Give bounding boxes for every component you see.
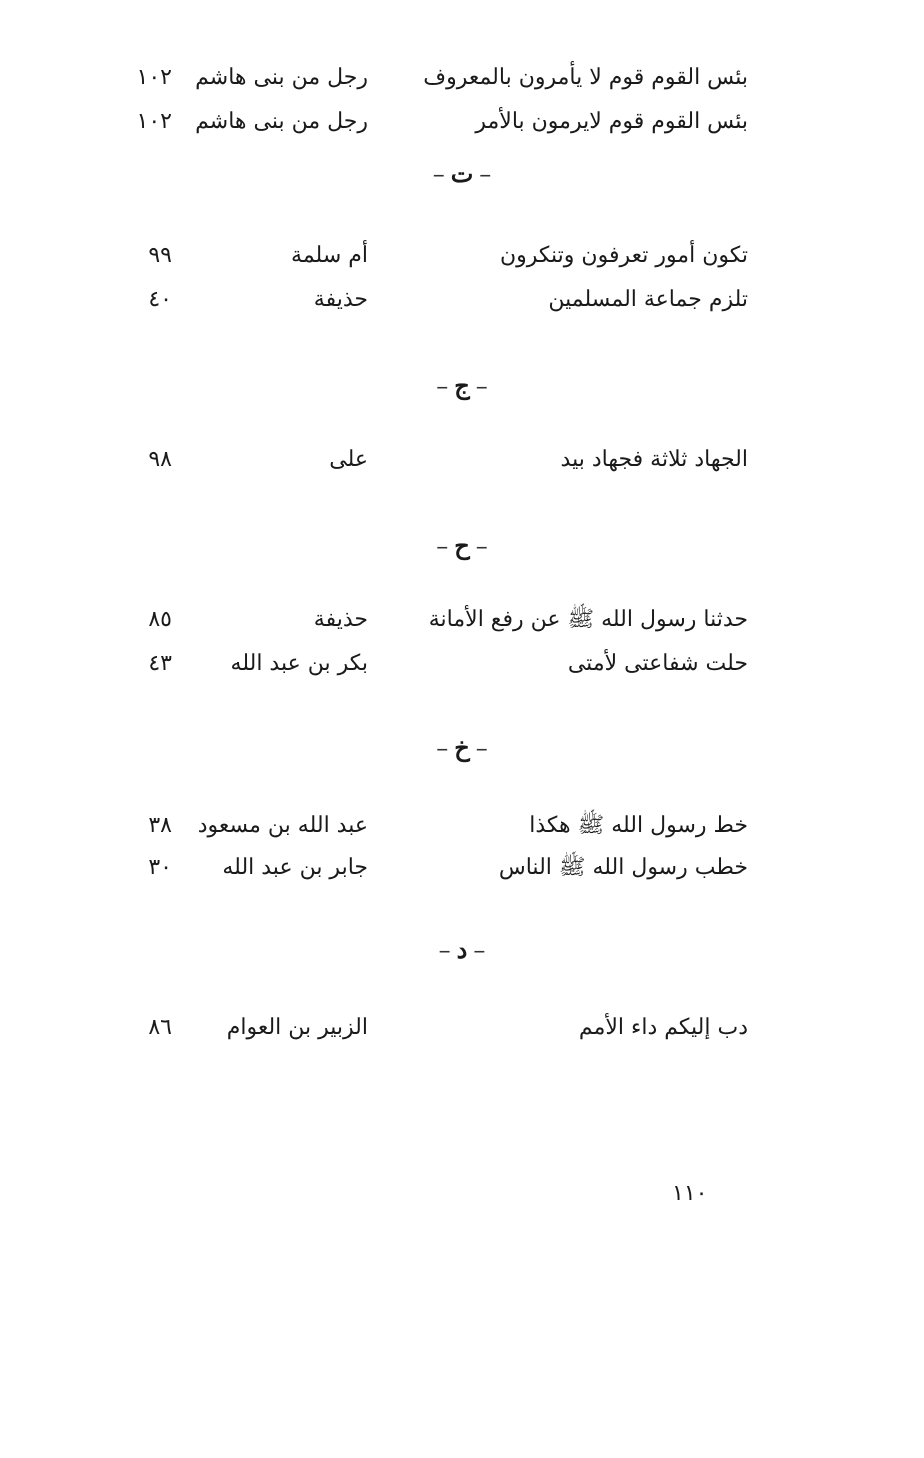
heading-dash: – (436, 734, 449, 762)
section-heading (362, 366, 562, 406)
heading-dash: – (436, 372, 449, 400)
narrator: أم سلمة (291, 243, 368, 268)
page-ref: ٤٠ (148, 287, 172, 312)
hadith-text: حدثنا رسول الله ﷺ عن رفع الأمانة (428, 607, 748, 632)
heading-letter: ح (454, 531, 470, 560)
index-row (0, 848, 924, 888)
heading-letter: خ (454, 733, 470, 762)
narrator: رجل من بنى هاشم (195, 109, 368, 134)
narrator: حذيفة (313, 607, 368, 632)
hadith-text: خط رسول الله ﷺ هكذا (529, 813, 748, 838)
index-row (0, 58, 924, 98)
hadith-text: بئس القوم قوم لايرمون بالأمر (475, 109, 748, 134)
page-ref: ١٠٢ (136, 65, 172, 90)
heading-dash: – (475, 372, 488, 400)
hadith-text: بئس القوم قوم لا يأمرون بالمعروف (423, 65, 748, 90)
index-row (0, 644, 924, 684)
heading-letter: د (456, 935, 468, 964)
heading-dash: – (473, 936, 486, 964)
heading-dash: – (436, 532, 449, 560)
index-row (0, 280, 924, 320)
section-heading (362, 526, 562, 566)
page-ref: ٨٥ (148, 607, 172, 632)
page-ref: ٩٩ (148, 243, 172, 268)
hadith-text: حلت شفاعتى لأمتى (567, 651, 748, 676)
narrator: على (329, 447, 368, 472)
index-row (0, 600, 924, 640)
narrator: عبد الله بن مسعود (197, 813, 368, 838)
narrator: رجل من بنى هاشم (195, 65, 368, 90)
index-row (0, 236, 924, 276)
section-heading (362, 728, 562, 768)
hadith-text: تكون أمور تعرفون وتنكرون (499, 243, 748, 268)
index-row (0, 806, 924, 846)
heading-dash: – (432, 160, 445, 188)
hadith-text: خطب رسول الله ﷺ الناس (498, 855, 748, 880)
heading-dash: – (475, 532, 488, 560)
heading-dash: – (438, 936, 451, 964)
index-row (0, 1008, 924, 1048)
index-row (0, 102, 924, 142)
page-ref: ١٠٢ (136, 109, 172, 134)
narrator: حذيفة (313, 287, 368, 312)
heading-letter: ج (454, 371, 470, 400)
page-number: ١١٠ (672, 1181, 708, 1206)
hadith-text: دب إليكم داء الأمم (578, 1015, 748, 1040)
heading-dash: – (479, 160, 492, 188)
heading-dash: – (475, 734, 488, 762)
heading-letter: ت (450, 159, 474, 188)
page-ref: ٣٨ (148, 813, 172, 838)
hadith-text: تلزم جماعة المسلمين (548, 287, 748, 312)
narrator: الزبير بن العوام (226, 1015, 368, 1040)
narrator: جابر بن عبد الله (222, 855, 368, 880)
page-ref: ٣٠ (148, 855, 172, 880)
page-ref: ٨٦ (148, 1015, 172, 1040)
section-heading (362, 154, 562, 194)
page-ref: ٤٣ (148, 651, 172, 676)
hadith-text: الجهاد ثلاثة فجهاد بيد (560, 447, 748, 472)
page-ref: ٩٨ (148, 447, 172, 472)
narrator: بكر بن عبد الله (230, 651, 368, 676)
section-heading (362, 930, 562, 970)
index-row (0, 440, 924, 480)
